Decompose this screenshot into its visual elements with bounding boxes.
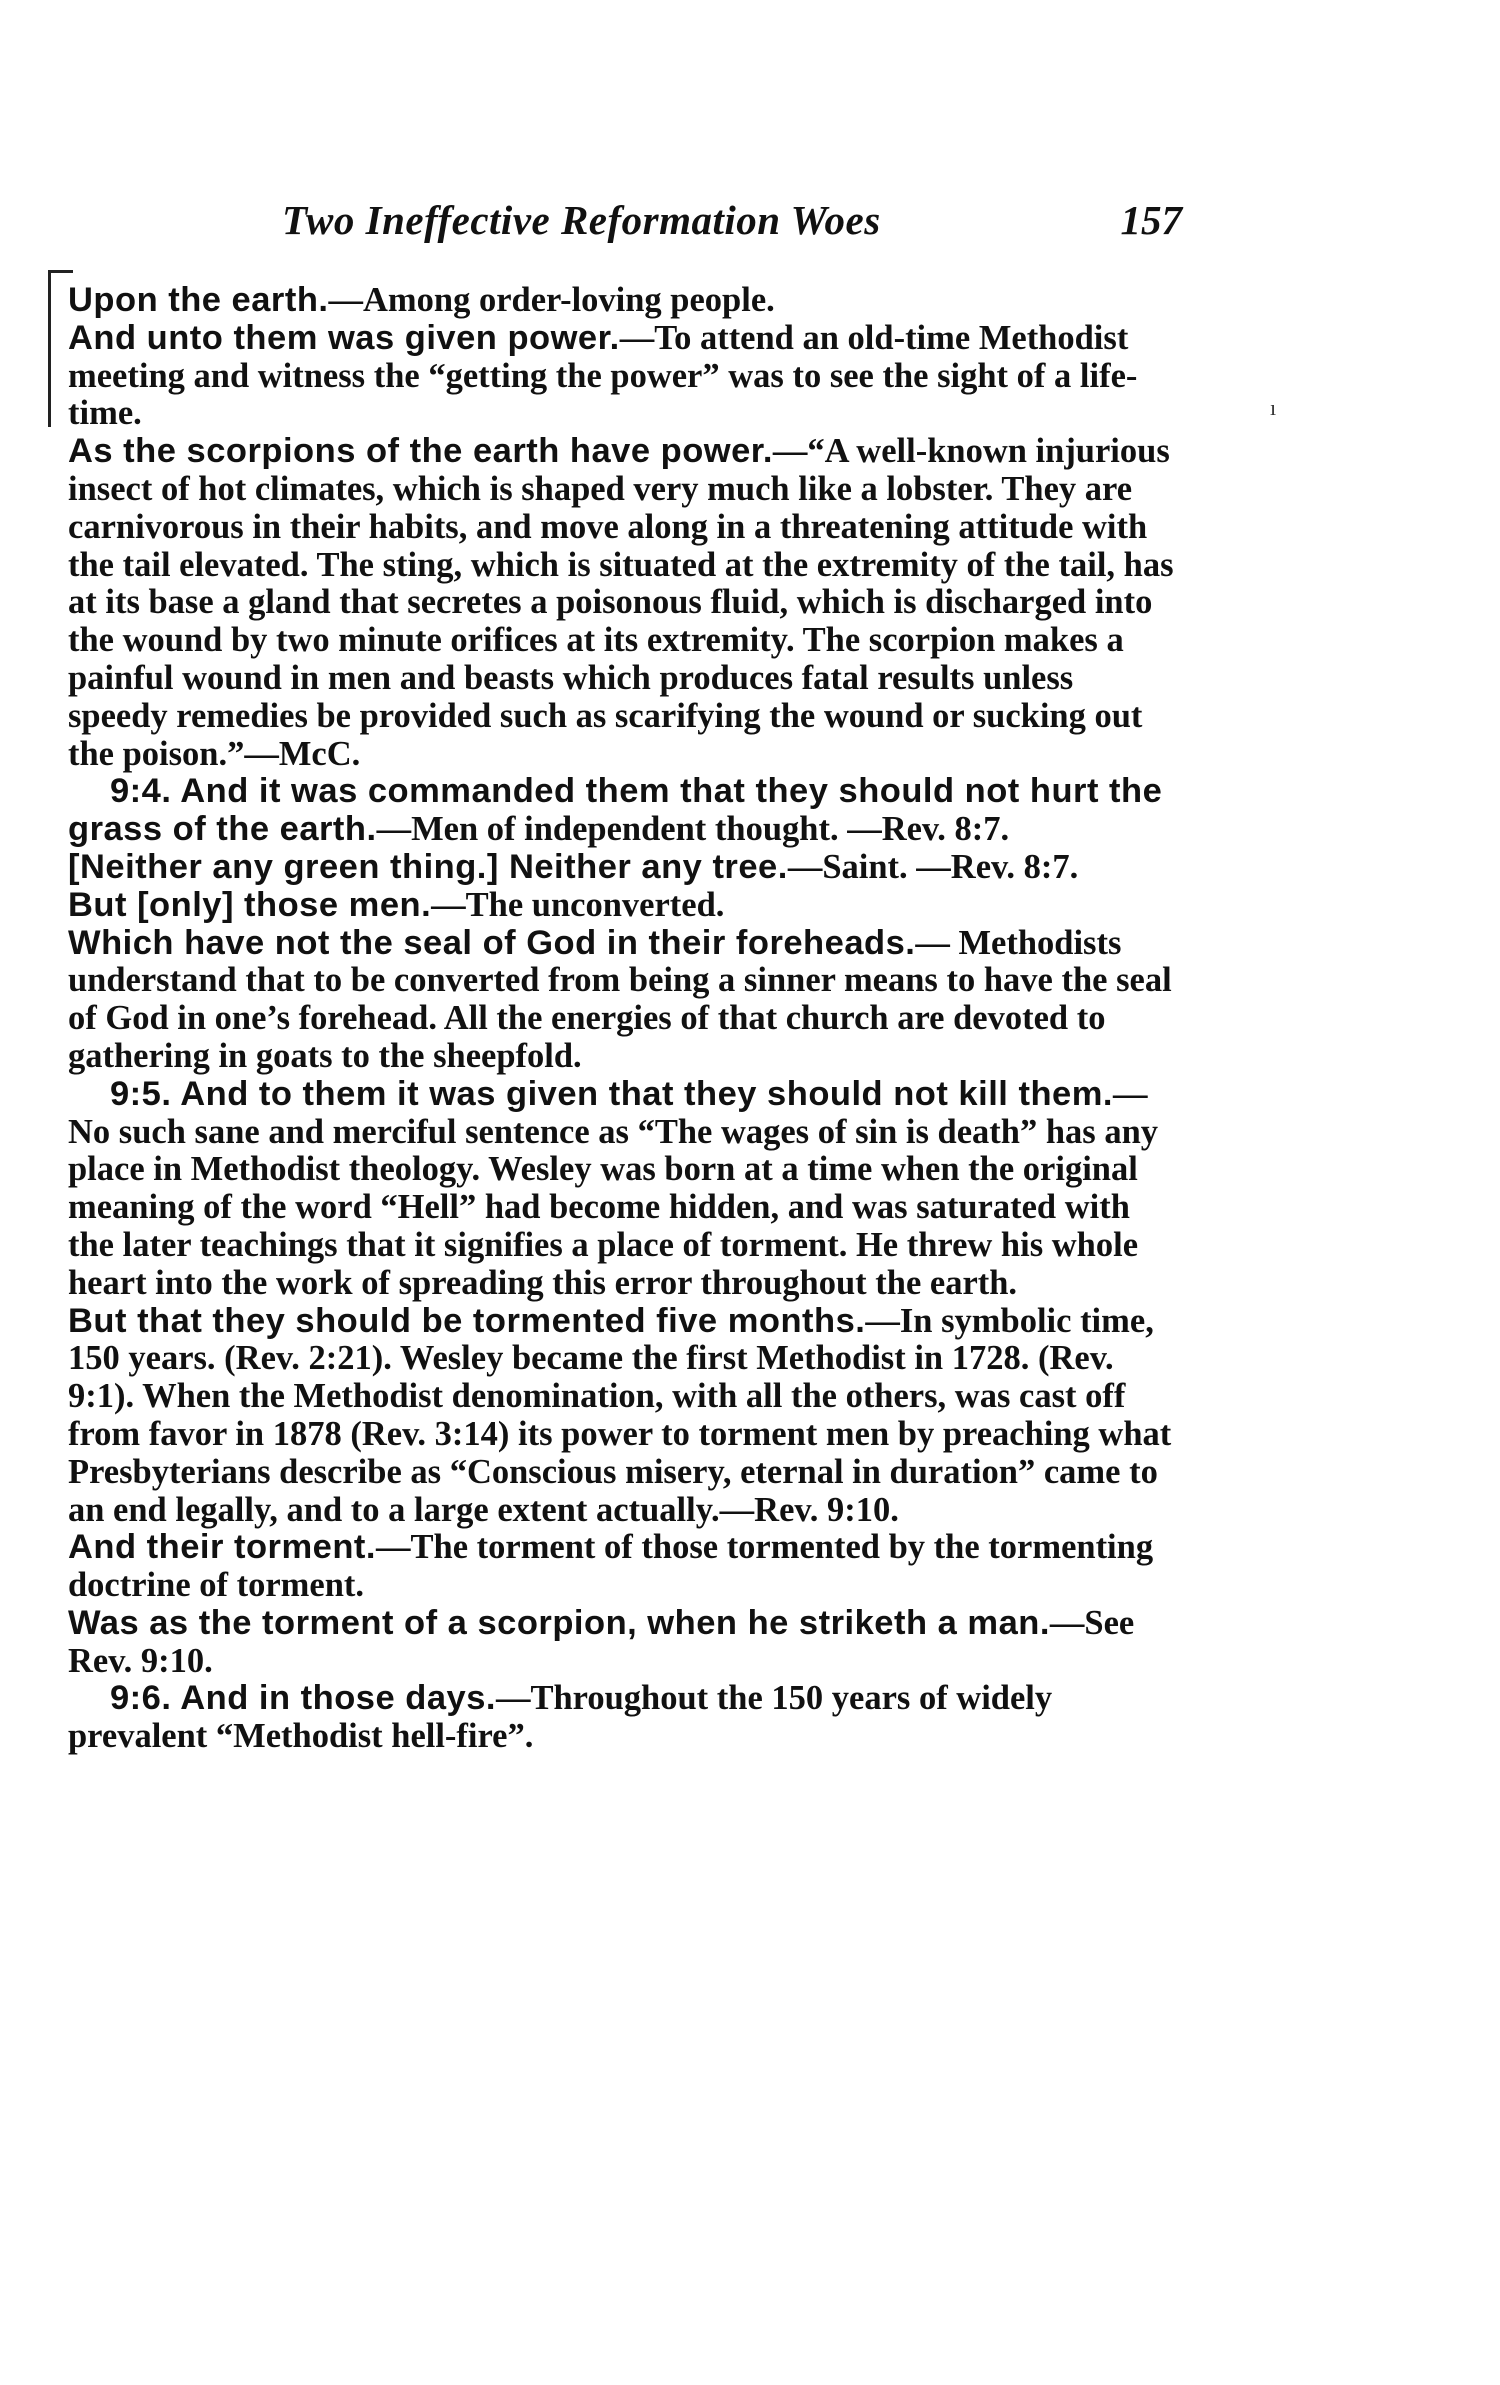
verse-phrase: 9:6. And in those days. (110, 1679, 496, 1718)
commentary: —Saint. —Rev. 8:7. (787, 847, 1079, 886)
verse-phrase: But [only] those men. (68, 885, 432, 924)
commentary: — Methodists understand that to be converted from being a sinner means to have the seal of God in one’s forehead. All the energies of that church are devoted to gathering in goats to the sheepfold. (68, 923, 1172, 1075)
commentary: —“A well-known injurious insect of hot climates, which is shaped very much like a lobster. They are carnivorous in their habits, and move along in a threatening attitude with the tail elevated. The sting, which is situated at the extremity of the tail, has at its base a gland that secretes a poisonous fluid, which is discharged into the wound by two minute orifices at its extremity. The scorpion makes a painful wound in men and beasts which produces fatal results unless speedy remedies be provided such as scarifying the wound or sucking out the poison.”—McC. (68, 432, 1174, 773)
commentary: —Among order-loving people. (328, 281, 775, 319)
paragraph (68, 773, 1180, 849)
page-number: 157 (1120, 197, 1182, 243)
commentary: —The torment of those tormented by the tormenting doctrine of torment. (68, 1528, 1154, 1605)
commentary: —To attend an old-time Methodist meeting and witness the “getting the power” was to see the sight of a life-time. (68, 318, 1138, 433)
paragraph (68, 849, 1180, 887)
paragraph (68, 320, 1180, 433)
paragraph (68, 1076, 1180, 1303)
verse-phrase: Was as the torment of a scorpion, when he striketh a man. (68, 1603, 1050, 1642)
verse-phrase: And unto them was given power. (68, 318, 620, 357)
paragraph (68, 1605, 1180, 1681)
verse-phrase: And their torment. (68, 1528, 376, 1567)
verse-phrase: Upon the earth. (68, 281, 329, 319)
verse-phrase: [Neither any green thing.] Neither any tree. (68, 847, 788, 886)
commentary: —Men of independent thought. —Rev. 8:7. (376, 810, 1010, 849)
running-title: Two Ineffective Reformation Woes (282, 197, 881, 243)
paragraph (68, 925, 1180, 1076)
verse-phrase: As the scorpions of the earth have power. (68, 432, 773, 471)
paragraph (68, 1680, 1180, 1756)
paragraph (68, 1303, 1180, 1530)
verse-phrase: But that they should be tormented five months. (68, 1301, 866, 1340)
paragraph (68, 282, 1180, 320)
margin-speck: ı (1270, 395, 1277, 420)
commentary: —The unconverted. (431, 885, 725, 924)
body-text (68, 282, 1180, 1756)
paragraph (68, 887, 1180, 925)
commentary: —In symbolic time, 150 years. (Rev. 2:21). Wesley became the first Methodist in 1728. (Rev. 9:1). When the Methodist denomination, with all the others, was cast off from favor in 1878 (Rev. 3:14) its power to torment men by preaching what Presbyterians describe as “Conscious misery, eternal in duration” came to an end legally, and to a large extent actually.—Rev. 9:10. (68, 1301, 1172, 1529)
verse-phrase: 9:5. And to them it was given that they should not kill them. (110, 1074, 1113, 1113)
commentary: —No such sane and merciful sentence as “The wages of sin is death” has any place in Methodist theology. Wesley was born at a time when the original meaning of the word “Hell” had become hidden, and was saturated with the later teachings that it signifies a place of torment. He threw his whole heart into the work of spreading this error throughout the earth. (68, 1074, 1159, 1302)
paragraph (68, 1529, 1180, 1605)
paragraph (68, 433, 1180, 773)
commentary: —Throughout the 150 years of widely prevalent “Methodist hell-fire”. (68, 1679, 1053, 1756)
verse-phrase: Which have not the seal of God in their foreheads. (68, 923, 916, 962)
commentary: —See Rev. 9:10. (68, 1603, 1135, 1680)
verse-phrase: 9:4. And it was commanded them that they should not hurt the grass of the earth. (68, 772, 1163, 849)
